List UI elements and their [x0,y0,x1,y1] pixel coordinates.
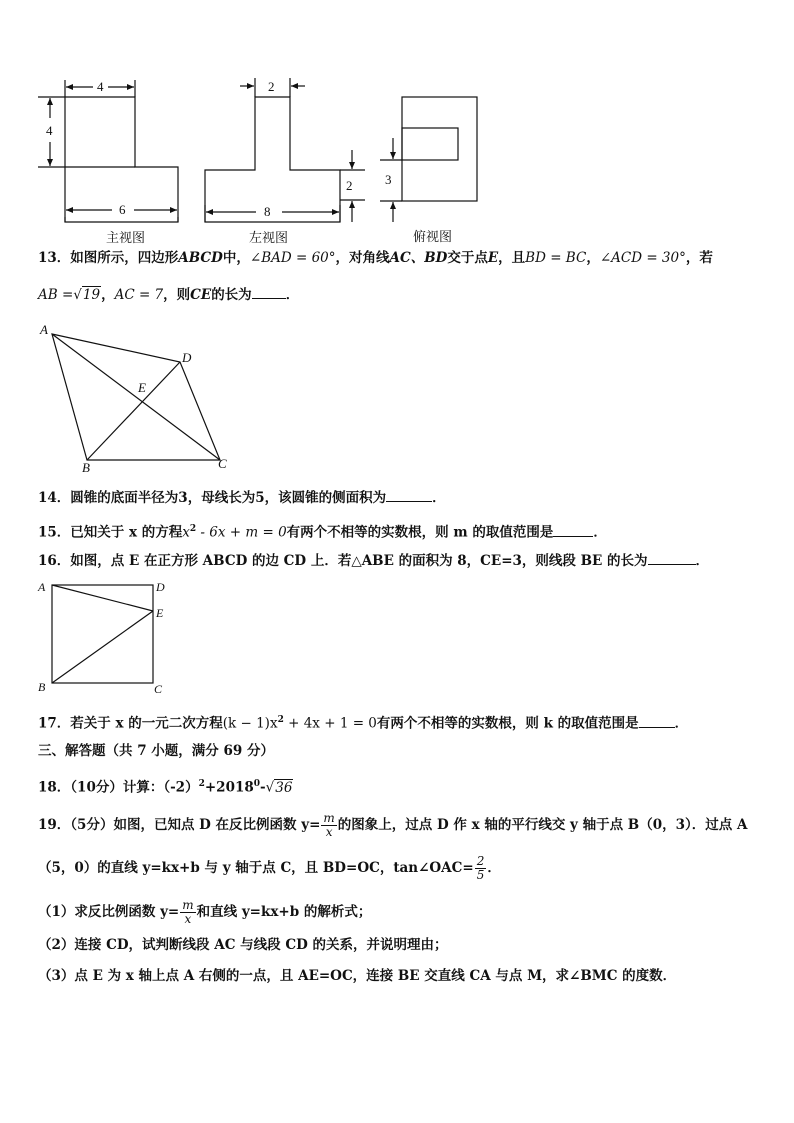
q13-ab-left: AB = [38,287,74,303]
q16-label-d: D [156,580,165,594]
q17-text-a: 若关于 x 的一元二次方程 [70,715,223,732]
front-dim-top: 4 [97,79,104,94]
side-view-caption: 左视图 [249,231,289,246]
q13-label-a: A [40,322,48,337]
q13-end: ． [285,287,300,303]
q19-p1-frac [180,899,195,926]
q19-p1-a: （1）求反比例函数 y= [38,904,180,920]
q17-number: 17． [38,715,71,732]
q19-part1 [38,899,371,926]
top-view-caption: 俯视图 [413,230,453,245]
q16-answer-blank[interactable] [648,550,696,565]
q13-label-e: E [138,380,146,395]
q17-answer-blank[interactable] [639,713,675,728]
q19-line2 [38,855,501,882]
section3-title: 三、解答题（共 7 小题，满分 69 分） [38,743,274,759]
q15-text-a: 已知关于 x 的方程 [70,524,183,541]
top-dim-left: 3 [385,172,392,187]
q15-eq-b: - 6x + m = 0 [196,524,287,541]
q14-number: 14． [38,490,71,506]
q18-line [38,774,293,798]
q16-line [38,550,709,571]
q16-figure [30,575,180,700]
q13-ce: CE [190,287,212,303]
q19-l2-a: （5，0）的直线 y=kx+b 与 y 轴于点 C，且 BD=OC，tan∠OAC= [38,860,474,876]
q19-part3: （3）点 E 为 x 轴上点 A 右侧的一点，且 AE=OC，连接 BE 交直线 CA 与点 M，求∠BMC 的度数． [38,968,677,984]
q13-answer-blank[interactable] [252,284,286,299]
q14-text: 圆锥的底面半径为3，母线长为5，该圆锥的侧面积为 [70,490,387,506]
q13-text-g: ， [101,287,115,303]
q18-sup2: 0 [253,779,261,789]
q18-text: （10分）计算：（-2） [70,779,199,796]
q18-number: 18． [38,779,71,796]
q16-label-b: B [38,680,46,694]
q13-label-c: C [218,456,227,471]
q17-text-b: 有两个不相等的实数根，则 k 的取值范围是 [376,715,639,732]
q13-text-e: ，且 [498,250,526,266]
q19-frac-den: x [325,825,333,839]
top-view [380,97,477,222]
side-dim-right: 2 [346,178,353,193]
q19-frac-num: m [323,811,335,825]
front-view [38,80,178,222]
front-view-caption: 主视图 [106,231,146,246]
q19-l2-b: ． [487,860,501,876]
q13-cond2: BD = BC [525,250,587,266]
q15-line [38,519,607,543]
q16-label-a: A [38,580,46,594]
q13-text-b: 中， [222,250,250,266]
q19-p1-b: 和直线 y=kx+b 的解析式； [196,904,372,920]
q15-answer-blank[interactable] [553,522,593,537]
q15-number: 15． [38,524,71,541]
q17-end: ． [674,715,689,732]
q16-label-c: C [154,682,163,696]
q13-quad-name: ABCD [178,250,223,266]
side-dim-top: 2 [268,79,275,94]
q15-end: ． [593,524,607,541]
q13-sep: ， [586,250,600,266]
q13-label-b: B [82,460,90,475]
q13-diagonals: AC、BD [389,250,448,266]
q17-eq-a: (k − 1)x [222,715,278,732]
three-views-figure [0,0,794,250]
q13-ac: AC = 7 [114,287,164,303]
q18-sup1: 2 [198,779,205,789]
q13-line2 [38,284,299,305]
q14-end: ． [432,490,446,506]
q19-line1 [38,812,747,839]
q19-l1-a: （5分）如图，已知点 D 在反比例函数 y= [70,817,321,833]
q15-text-b: 有两个不相等的实数根，则 m 的取值范围是 [286,524,554,541]
q13-text-c: ，对角线 [335,250,390,266]
q13-cond3: ∠ACD = 30° [599,250,686,266]
q13-figure [30,320,250,480]
q16-label-e: E [156,606,164,620]
q13-text-d: 交于点 [447,250,488,266]
q19-frac-tan [475,855,487,882]
q19-l1-b: 的图象上，过点 D 作 x 轴的平行线交 y 轴于点 B（0，3）．过点 A [337,817,748,833]
q16-text: 如图，点 E 在正方形 ABCD 的边 CD 上．若△ABE 的面积为 8，CE=3，则线段 BE 的长为 [70,553,648,569]
q17-eq-sup: 2 [277,715,284,725]
q13-sqrt: √19 [73,287,101,303]
q19-p1-frac-den: x [184,912,192,926]
q19-p1-frac-num: m [182,898,194,912]
q18-radicand: 36 [275,779,293,796]
q19-part2: （2）连接 CD，试判断线段 AC 与线段 CD 的关系，并说明理由； [38,937,448,953]
q14-line [38,487,446,508]
q19-frac-m-over-x [321,812,336,839]
q15-eq-sup: 2 [189,524,197,534]
q18-text-b: +2018 [204,779,254,796]
side-view [205,78,365,222]
q13-ab-radicand: 19 [82,287,101,303]
q18-sqrt: √36 [265,779,293,796]
q15-eq-a: x [182,524,190,541]
front-dim-left: 4 [46,123,53,138]
q16-end: ． [695,553,710,569]
q18-text-c: - [260,779,266,796]
q14-answer-blank[interactable] [386,487,432,502]
q13-point: E [487,250,499,266]
q16-number: 16． [38,553,71,569]
q19-tan-den: 5 [476,868,485,882]
q13-text-h: ，则 [163,287,191,303]
q13-text-f: ，若 [685,250,713,266]
q13-cond1: ∠BAD = 60° [249,250,336,266]
q13-label-d: D [182,350,192,365]
q19-tan-num: 2 [476,854,485,868]
q17-eq-b: + 4x + 1 = 0 [283,715,377,732]
side-dim-bottom: 8 [264,204,271,219]
q13-text-i: 的长为 [211,287,252,303]
q13-number: 13． [38,250,71,266]
front-dim-bottom: 6 [119,202,126,217]
q19-number: 19． [38,817,71,833]
q13-text-a: 如图所示，四边形 [70,250,179,266]
q17-line [38,710,688,734]
q13-line1 [38,248,713,268]
